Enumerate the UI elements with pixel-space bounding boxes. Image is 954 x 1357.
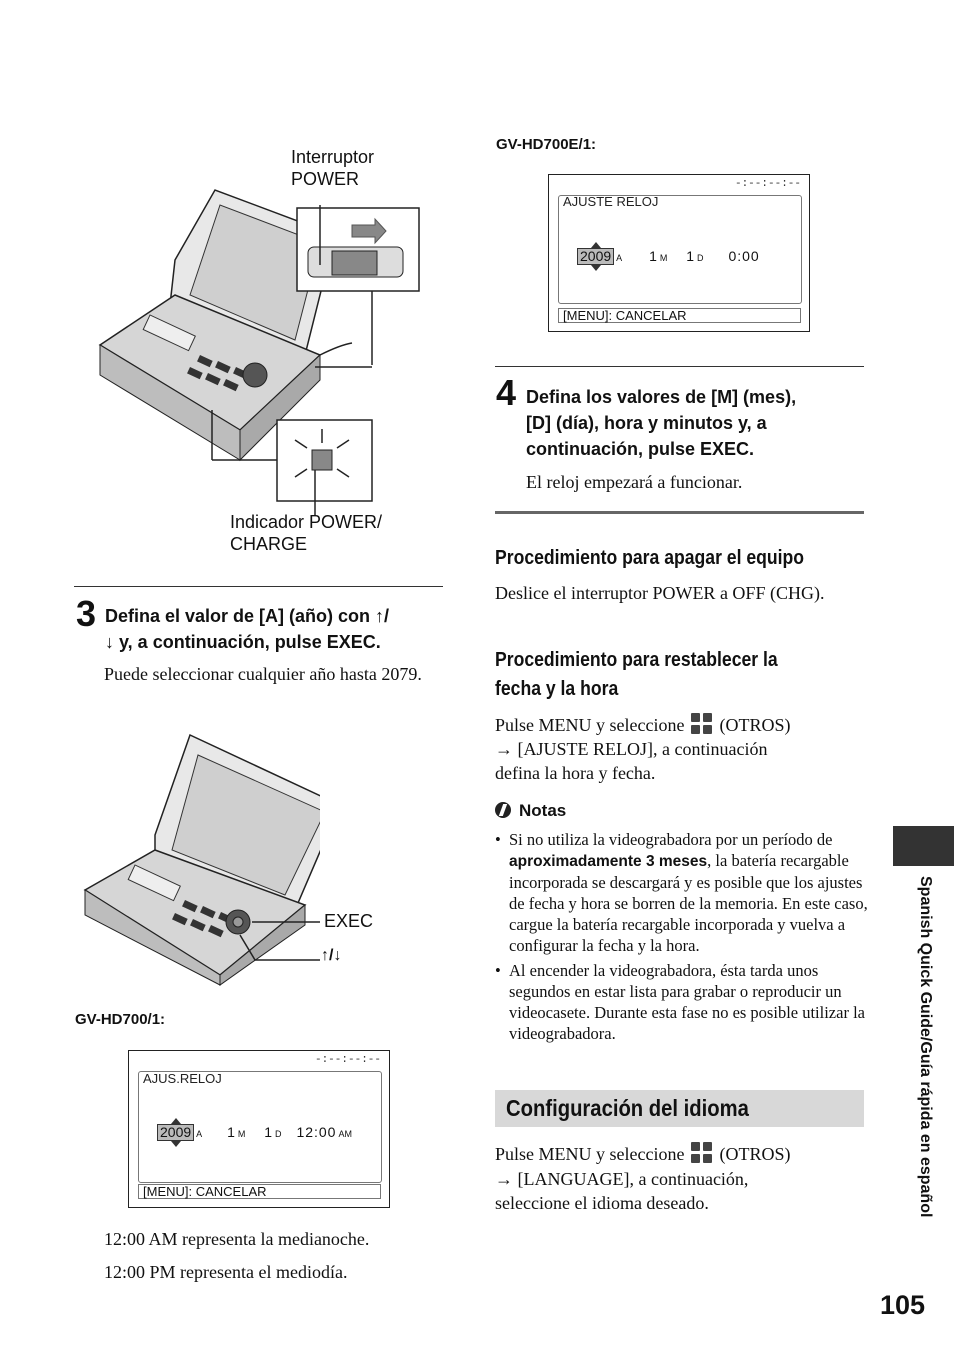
step4-divider: [495, 366, 864, 367]
step4-title-line1: Defina los valores de [M] (mes),: [526, 387, 797, 407]
bullet: •: [495, 961, 501, 980]
note1-bold: aproximadamente 3 meses: [509, 853, 708, 870]
others-menu-icon: [691, 1142, 713, 1164]
language-post: (OTROS): [719, 1144, 791, 1164]
month-unit: M: [237, 1129, 246, 1139]
reset-heading-line2: fecha y la hora: [495, 678, 619, 700]
note2-text: Al encender la videograbadora, ésta tarda unos segundos en estar lista para grabar o reproducir un videocasete. Durante esta fase no es posible utilizar la videograbadora.: [509, 961, 865, 1043]
step3-title-line2: ↓ y, a continuación, pulse EXEC.: [105, 632, 381, 652]
step3-divider: [74, 586, 443, 587]
reset-heading-line1: Procedimiento para restablecer la: [495, 649, 778, 671]
language-body-line1: [495, 1142, 790, 1166]
label-power-switch-line1: Interruptor: [291, 147, 375, 167]
device-illustration-power: [90, 185, 430, 515]
month-field[interactable]: 1: [227, 1124, 236, 1140]
year-unit: A: [616, 253, 623, 263]
day-field[interactable]: 1: [264, 1124, 274, 1140]
year-unit: A: [196, 1129, 203, 1139]
screen-dots: -:--:--:--: [734, 178, 801, 190]
language-heading: Configuración del idioma: [506, 1095, 749, 1121]
language-body-line3: seleccione el idioma deseado.: [495, 1193, 709, 1213]
reset-body-line2: → [AJUSTE RELOJ], a continuación: [495, 739, 768, 759]
power-off-body: Deslice el interruptor POWER a OFF (CHG).: [495, 583, 825, 603]
step4-end-divider: [495, 511, 864, 514]
label-power-switch-line2: POWER: [291, 169, 360, 189]
label-up-down-arrows: ↑/↓: [321, 947, 342, 964]
ampm-field: AM: [338, 1129, 352, 1139]
label-indicator-line2: CHARGE: [230, 534, 308, 554]
date-time-row: [577, 248, 760, 265]
step3-body: Puede seleccionar cualquier año hasta 2079.: [104, 664, 422, 684]
power-off-heading: Procedimiento para apagar el equipo: [495, 547, 805, 569]
note-item: [495, 960, 877, 1044]
noon-note: 12:00 PM representa el mediodía.: [104, 1262, 348, 1282]
screen-caption: AJUSTE RELOJ: [563, 194, 659, 209]
screen-caption: AJUS.RELOJ: [143, 1071, 222, 1086]
step4-body: El reloj empezará a funcionar.: [526, 472, 743, 492]
month-field[interactable]: 1: [649, 248, 658, 264]
midnight-note: 12:00 AM representa la medianoche.: [104, 1229, 370, 1249]
screen-dots: -:--:--:--: [314, 1054, 381, 1066]
step4-title-line3: continuación, pulse EXEC.: [526, 439, 755, 459]
reset-body-line1: [495, 713, 790, 737]
language-body-line2: → [LANGUAGE], a continuación,: [495, 1169, 749, 1189]
reset-pre: Pulse MENU y seleccione: [495, 715, 685, 735]
notes-heading-text: Notas: [519, 801, 567, 820]
notes-list: [495, 829, 877, 1048]
step3-number: 3: [76, 593, 97, 634]
step4-title-line2: [D] (día), hora y minutos y, a: [526, 413, 767, 433]
date-time-row: [157, 1124, 352, 1141]
step3-title-line1: Defina el valor de [A] (año) con ↑/: [105, 606, 390, 626]
month-unit: M: [659, 253, 668, 263]
label-exec: EXEC: [324, 911, 374, 931]
year-field[interactable]: 2009: [577, 248, 614, 265]
clock-screen-hd700: [128, 1050, 390, 1208]
step4-number: 4: [496, 372, 517, 413]
sidebar-vertical-title: Spanish Quick Guide/Guía rápida en español: [917, 876, 934, 1218]
others-menu-icon: [691, 713, 713, 735]
note-item: [495, 829, 877, 956]
sidebar-tab: [893, 826, 954, 866]
note1-text-pre: Si no utiliza la videograbadora por un período de: [509, 830, 833, 849]
notes-heading: [495, 801, 566, 821]
bullet: •: [495, 830, 501, 849]
clock-screen-hd700e: [548, 174, 810, 332]
screen-footer: [MENU]: CANCELAR: [558, 308, 801, 323]
model-gv-hd700e: GV-HD700E/1:: [496, 136, 597, 153]
page-number: 105: [880, 1290, 926, 1320]
screen-footer: [MENU]: CANCELAR: [138, 1184, 381, 1199]
notes-icon: [495, 802, 511, 818]
reset-post: (OTROS): [719, 715, 791, 735]
model-gv-hd700: GV-HD700/1:: [75, 1011, 166, 1028]
language-pre: Pulse MENU y seleccione: [495, 1144, 685, 1164]
label-indicator-line1: Indicador POWER/: [230, 512, 383, 532]
time-field[interactable]: 0:00: [728, 248, 760, 264]
time-field[interactable]: 12:00: [296, 1124, 337, 1140]
year-field[interactable]: 2009: [157, 1124, 194, 1141]
device-illustration-exec: [80, 730, 320, 988]
day-unit: D: [275, 1129, 282, 1139]
note1-text-post: , la batería recargable incorporada se descargará y es posible que los ajustes de fecha y hora se borren de la memoria. En este caso, cargue la batería recargable incorporada y vuelva a configurar la fecha y la hora.: [509, 851, 868, 955]
day-unit: D: [697, 253, 704, 263]
day-field[interactable]: 1: [686, 248, 696, 264]
reset-body-line3: defina la hora y fecha.: [495, 763, 656, 783]
